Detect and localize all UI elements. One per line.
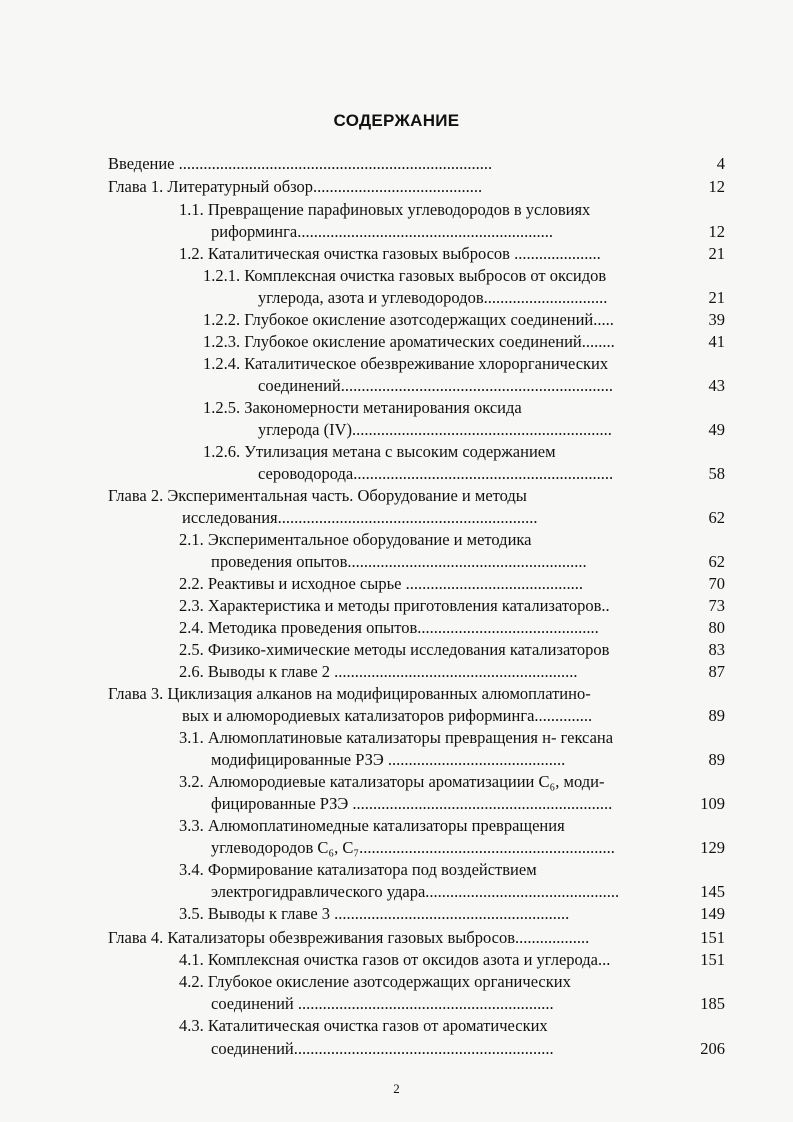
toc-entry-4-3: 4.3. Каталитическая очистка газов от ароматических (179, 1016, 548, 1035)
toc-entry-3-1: 3.1. Алюмоплатиновые катализаторы превращения н- гексана (179, 728, 614, 747)
toc-entry-1-2-4: 1.2.4. Каталитическое обезвреживание хлорорганических (203, 354, 609, 373)
toc-page-number: 39 (708, 310, 725, 329)
toc-entry-4-2-cont: соединений .............................................................. (211, 994, 554, 1013)
toc-entry-1-2-6-cont: сероводорода............................................................... (258, 464, 614, 483)
toc-page-number: 58 (708, 464, 725, 483)
toc-entry-chapter-3: Глава 3. Циклизация алканов на модифицированных алюмоплатино- (108, 684, 591, 703)
toc-page-number: 83 (708, 640, 725, 659)
toc-entry-2-1: 2.1. Экспериментальное оборудование и методика (179, 530, 532, 549)
toc-entry-1-2-1-cont: углерода, азота и углеводородов.............................. (258, 288, 608, 307)
toc-entry-4-2: 4.2. Глубокое окисление азотсодержащих органических (179, 972, 571, 991)
toc-entry-2-3: 2.3. Характеристика и методы приготовления катализаторов.. (179, 596, 610, 615)
toc-entry-2-1-cont: проведения опытов.......................................................... (211, 552, 587, 571)
toc-page-number: 43 (708, 376, 725, 395)
toc-entry-1-2-5-cont: углерода (IV)............................................................... (258, 420, 612, 439)
toc-page-number: 12 (708, 222, 725, 241)
toc-entry-chapter-3-cont: вых и алюмородиевых катализаторов риформинга.............. (182, 706, 593, 725)
toc-page-number: 62 (708, 552, 725, 571)
toc-entry-chapter-2: Глава 2. Экспериментальная часть. Оборудование и методы (108, 486, 527, 505)
toc-page-number: 4 (716, 154, 725, 173)
toc-page-number: 87 (708, 662, 725, 681)
toc-page-number: 89 (708, 706, 725, 725)
toc-entry-3-2: 3.2. Алюмородиевые катализаторы ароматизациии C₆, моди- (179, 772, 605, 791)
toc-entry-1-1: 1.1. Превращение парафиновых углеводородов в условиях (179, 200, 591, 219)
toc-page-number: 145 (700, 882, 725, 901)
toc-page-number: 89 (708, 750, 725, 769)
page-title: СОДЕРЖАНИЕ (333, 111, 460, 130)
toc-page-number: 21 (708, 288, 725, 307)
toc-entry-1-1-cont: риформинга.............................................................. (211, 222, 553, 241)
toc-entry-1-2-4-cont: соединений.................................................................. (258, 376, 613, 395)
toc-entry-intro: Введение ............................................................................ (108, 154, 493, 173)
toc-entry-1-2-6: 1.2.6. Утилизация метана с высоким содержанием (203, 442, 556, 461)
toc-entry-1-2-3: 1.2.3. Глубокое окисление ароматических соединений........ (203, 332, 615, 351)
toc-entry-3-1-cont: модифицированные РЗЭ ........................................... (211, 750, 566, 769)
toc-page-number: 185 (700, 994, 725, 1013)
toc-entry-2-6: 2.6. Выводы к главе 2 ........................................................... (179, 662, 578, 681)
toc-entry-1-2-2: 1.2.2. Глубокое окисление азотсодержащих соединений..... (203, 310, 614, 329)
toc-page-number: 70 (708, 574, 725, 593)
toc-entry-3-2-cont: фицированные РЗЭ ............................................................... (211, 794, 613, 813)
toc-entry-2-4: 2.4. Методика проведения опытов............................................ (179, 618, 599, 637)
toc-page-number: 73 (708, 596, 725, 615)
toc-page-number: 62 (708, 508, 725, 527)
toc-entry-3-5: 3.5. Выводы к главе 3 ......................................................... (179, 904, 570, 923)
toc-entry-1-2-1: 1.2.1. Комплексная очистка газовых выбросов от оксидов (203, 266, 607, 285)
toc-entry-chapter-1: Глава 1. Литературный обзор......................................... (108, 177, 483, 196)
toc-entry-chapter-4: Глава 4. Катализаторы обезвреживания газовых выбросов.................. (108, 928, 590, 947)
toc-entry-3-4: 3.4. Формирование катализатора под воздействием (179, 860, 537, 879)
toc-page-number: 206 (700, 1039, 725, 1058)
toc-entry-2-2: 2.2. Реактивы и исходное сырье ........................................... (179, 574, 583, 593)
toc-page-number: 151 (700, 928, 725, 947)
toc-entry-3-3-cont: углеводородов C₆, C₇.............................................................. (211, 838, 615, 857)
toc-entry-2-5: 2.5. Физико-химические методы исследования катализаторов (179, 640, 610, 659)
toc-page-number: 80 (708, 618, 725, 637)
toc-page-number: 49 (708, 420, 725, 439)
toc-entry-1-2-5: 1.2.5. Закономерности метанирования оксида (203, 398, 522, 417)
toc-page-number: 149 (700, 904, 725, 923)
toc-entry-3-3: 3.3. Алюмоплатиномедные катализаторы превращения (179, 816, 565, 835)
page-number: 2 (393, 1081, 400, 1096)
toc-page-number: 109 (700, 794, 725, 813)
toc-page-number: 41 (708, 332, 725, 351)
toc-page-number: 129 (700, 838, 725, 857)
toc-page-number: 12 (708, 177, 725, 196)
toc-entry-1-2: 1.2. Каталитическая очистка газовых выбросов ..................... (179, 244, 601, 263)
toc-entry-3-4-cont: электрогидравлического удара............................................... (211, 882, 620, 901)
toc-entry-chapter-2-cont: исследования............................................................... (182, 508, 538, 527)
toc-page-number: 151 (700, 950, 725, 969)
toc-entry-4-1: 4.1. Комплексная очистка газов от оксидов азота и углерода... (179, 950, 611, 969)
toc-entry-4-3-cont: соединений............................................................... (211, 1039, 554, 1058)
toc-page-number: 21 (708, 244, 725, 263)
